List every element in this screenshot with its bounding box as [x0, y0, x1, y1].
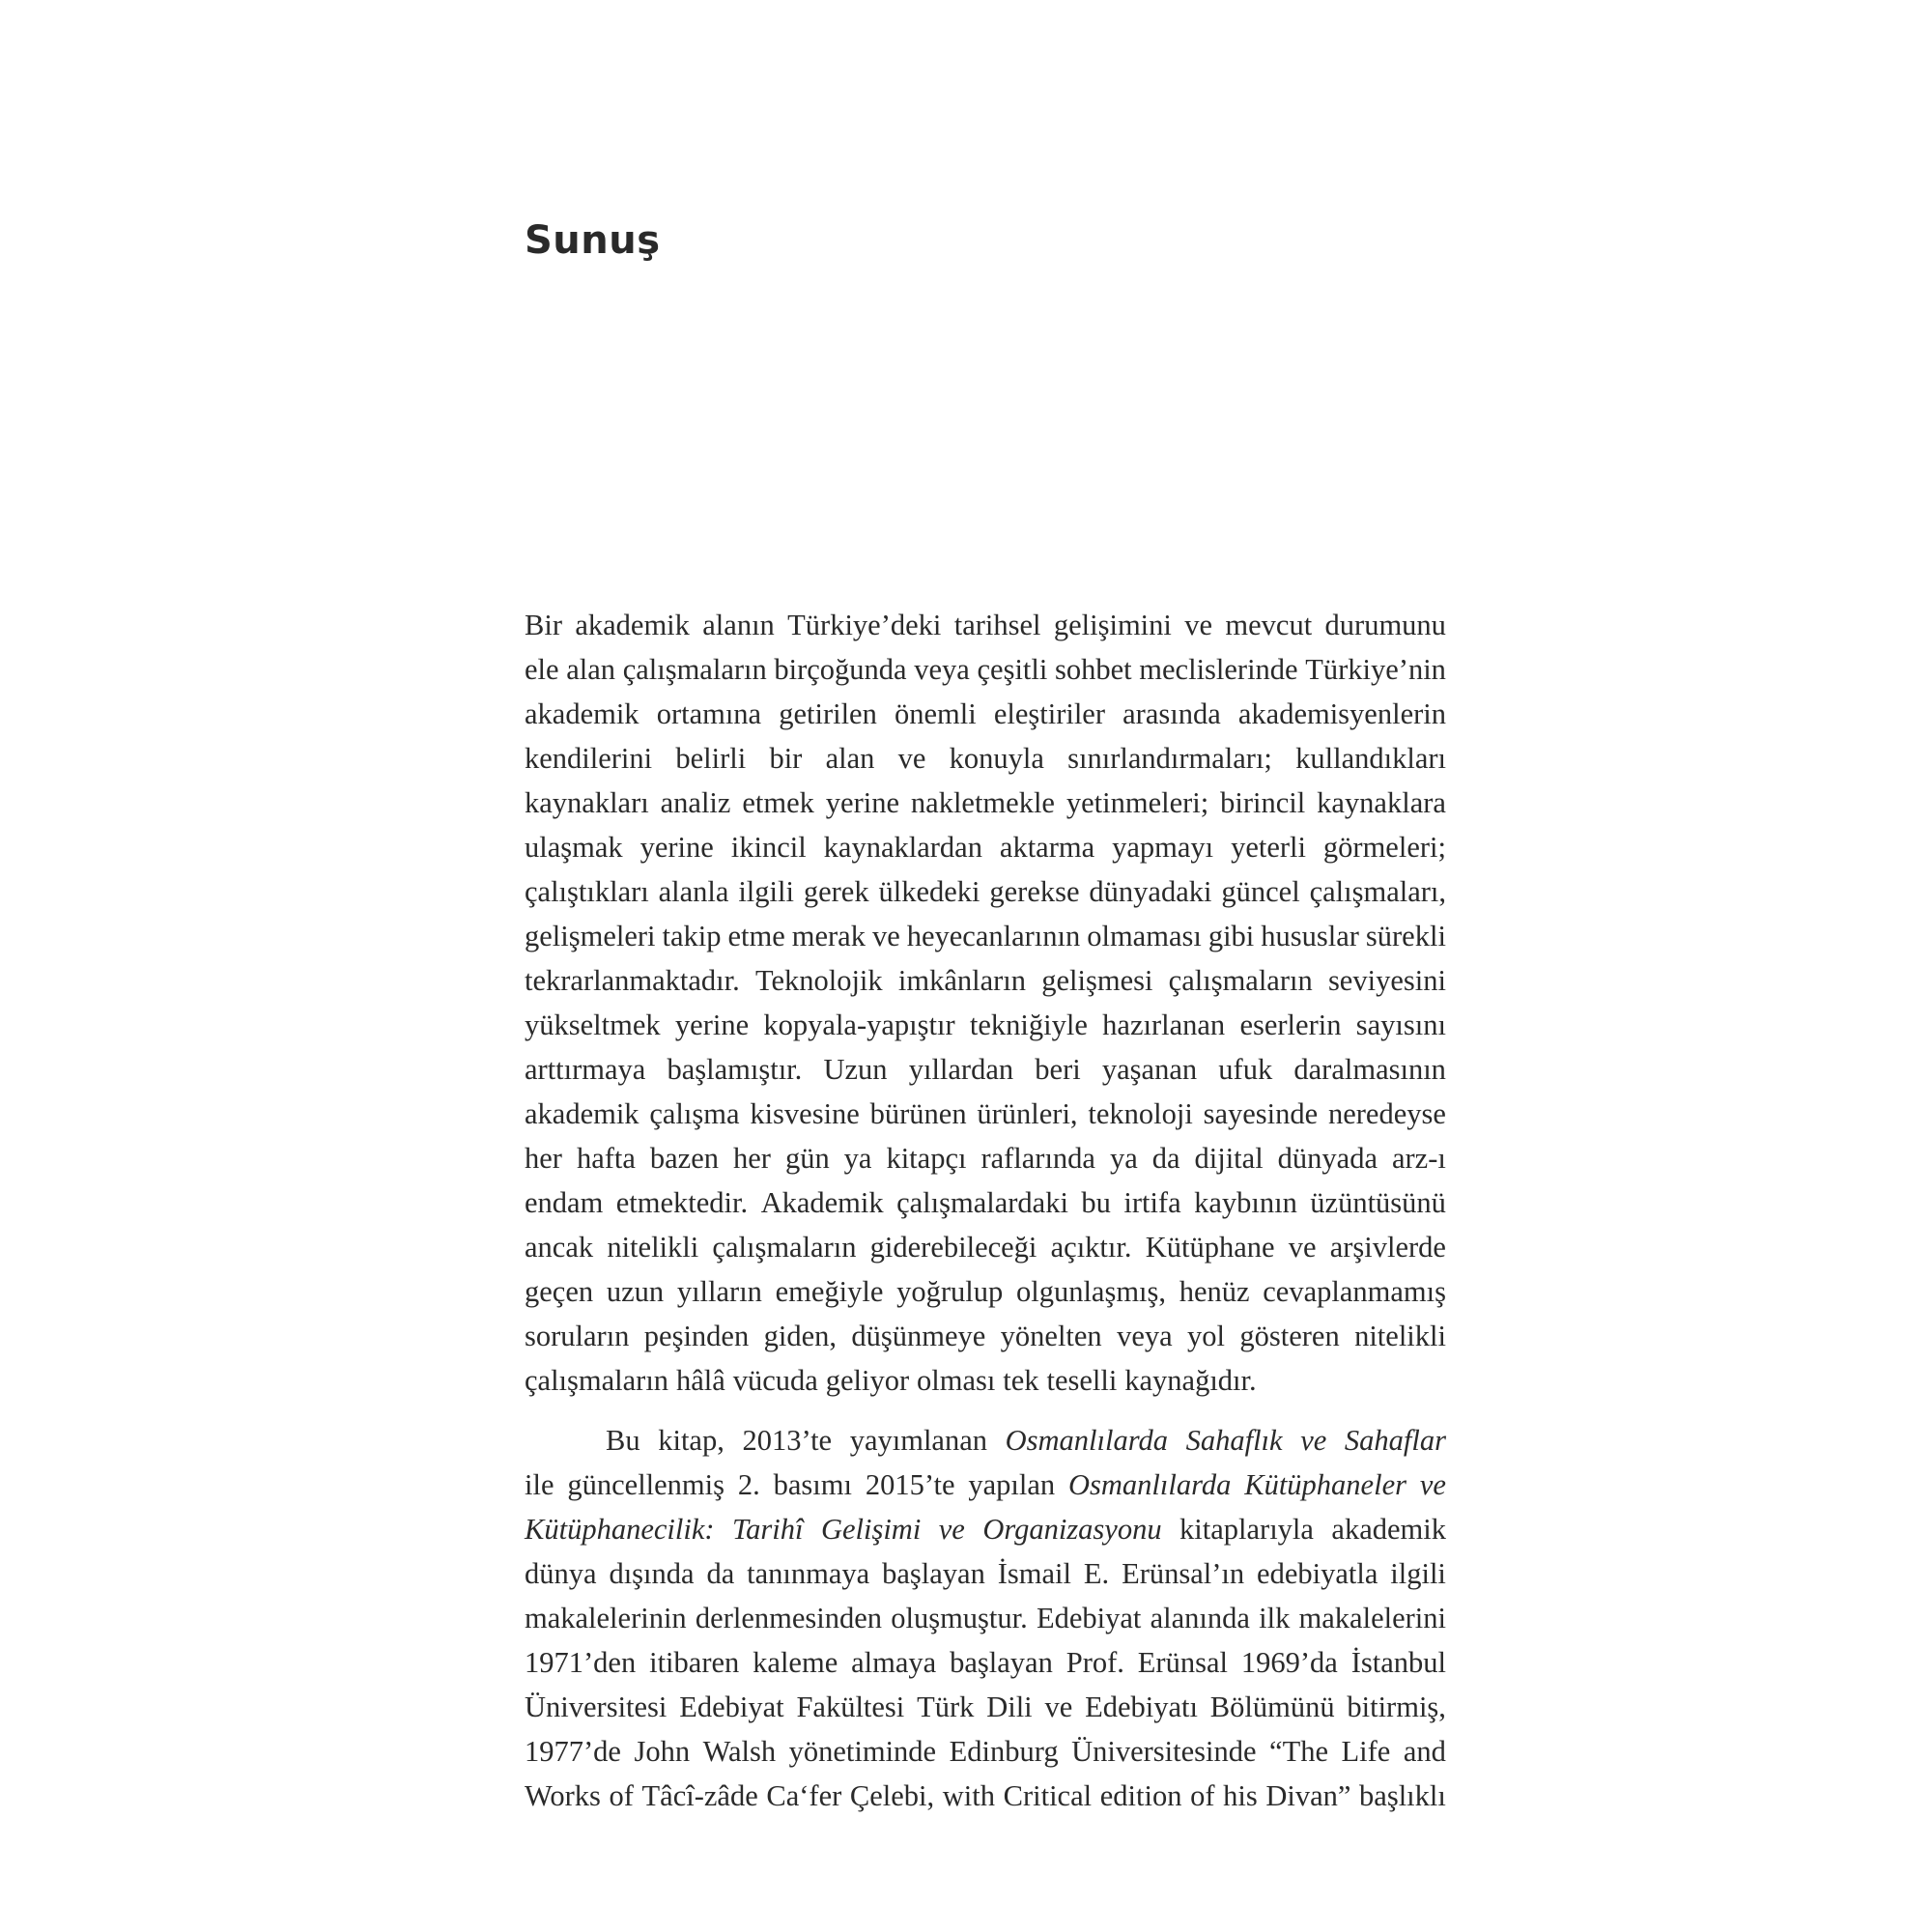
- word: irtifa: [1123, 1186, 1181, 1219]
- word: Uzun: [823, 1053, 888, 1086]
- paragraph: [525, 1418, 1446, 1818]
- word: edition: [1099, 1779, 1182, 1812]
- word: yeterli: [1231, 831, 1306, 864]
- word: her: [525, 1142, 562, 1175]
- word: tek: [1003, 1364, 1039, 1397]
- paragraph-gap: [525, 1403, 1446, 1418]
- text-line: [525, 958, 1446, 1003]
- word: Kütüphane: [1145, 1231, 1275, 1264]
- word: Türkiye’nin: [1305, 653, 1446, 686]
- word: kisvesine: [750, 1097, 860, 1130]
- word: ilgili: [738, 875, 794, 908]
- word: İstanbul: [1350, 1646, 1446, 1679]
- text-line: [525, 736, 1446, 781]
- word: sürekli: [1365, 920, 1446, 952]
- word: merak: [791, 920, 866, 952]
- text-line: [525, 1180, 1446, 1225]
- word: hafta: [576, 1142, 636, 1175]
- word: gün: [784, 1142, 830, 1175]
- word: etmek: [742, 786, 814, 819]
- word: olgunlaşmış,: [1015, 1275, 1167, 1308]
- word: Edebiyat: [1036, 1602, 1142, 1634]
- word: Çelebi,: [849, 1779, 935, 1812]
- word: 1971’den: [525, 1646, 637, 1679]
- word: akademisyenlerin: [1237, 697, 1446, 730]
- word: açıktır.: [1050, 1231, 1132, 1264]
- word: kaynaklardan: [823, 831, 982, 864]
- word: nitelikli: [607, 1231, 699, 1264]
- word: eserlerin: [1239, 1009, 1342, 1041]
- text-line: [525, 869, 1446, 914]
- word: eleştiriler: [993, 697, 1105, 730]
- word: alan: [566, 653, 616, 686]
- word: endam: [525, 1186, 604, 1219]
- word: sohbet: [1055, 653, 1132, 686]
- word: Prof.: [1065, 1646, 1124, 1679]
- word: düşünmeye: [851, 1320, 986, 1352]
- word: beri: [1035, 1053, 1081, 1086]
- word: Türk: [917, 1690, 975, 1723]
- word: yapmayı: [1112, 831, 1214, 864]
- word: ele: [525, 653, 559, 686]
- word: henüz: [1179, 1275, 1250, 1308]
- word: Edebiyatı: [1085, 1690, 1198, 1723]
- word: soruların: [525, 1320, 630, 1352]
- word: olmaması: [1087, 920, 1202, 952]
- word: gerek: [803, 875, 869, 908]
- word: hâlâ: [675, 1364, 725, 1397]
- word: güncellenmiş: [567, 1468, 725, 1501]
- word: ortamına: [656, 697, 762, 730]
- text-line: [525, 781, 1446, 825]
- word: mevcut: [1225, 609, 1313, 641]
- word: yönetiminde: [788, 1735, 937, 1768]
- word: da: [1151, 1142, 1180, 1175]
- word: akademik: [1331, 1513, 1446, 1546]
- word: ülkedeki: [878, 875, 980, 908]
- word: yerine: [639, 831, 714, 864]
- word: alan: [825, 742, 875, 775]
- word: 2.: [737, 1468, 760, 1501]
- word: dışında: [609, 1557, 695, 1590]
- word: veya: [1117, 1320, 1173, 1352]
- word: arasında: [1122, 697, 1221, 730]
- word: Üniversitesi: [525, 1690, 668, 1723]
- text-line: [525, 1225, 1446, 1269]
- word: dünya: [525, 1557, 597, 1590]
- word: 2013’te: [742, 1424, 833, 1457]
- word: daralmasının: [1293, 1053, 1446, 1086]
- word: ya: [843, 1142, 872, 1175]
- word: kaybının: [1194, 1186, 1297, 1219]
- word: Bu: [606, 1424, 640, 1457]
- word: getirilen: [779, 697, 877, 730]
- word: ve: [871, 920, 900, 952]
- word: tekniğiyle: [969, 1009, 1088, 1041]
- word: hususlar: [1261, 920, 1359, 952]
- word: Walsh: [702, 1735, 777, 1768]
- word: sınırlandırmaları;: [1067, 742, 1272, 775]
- text-line: [525, 1640, 1446, 1685]
- word: da: [706, 1557, 735, 1590]
- word: her: [733, 1142, 771, 1175]
- word: emeğiyle: [775, 1275, 884, 1308]
- word: yayımlanan: [849, 1424, 988, 1457]
- text-line: [525, 1047, 1446, 1092]
- word: gibi: [1208, 920, 1255, 952]
- word: makalelerinin: [525, 1602, 687, 1634]
- word: çalışmaları,: [1309, 875, 1446, 908]
- word: geliyor: [825, 1364, 910, 1397]
- word: Tâcî-zâde: [641, 1779, 758, 1812]
- word: giderebileceği: [869, 1231, 1037, 1264]
- word: olması: [917, 1364, 996, 1397]
- word: ve: [1288, 1231, 1317, 1264]
- text-line: [525, 1136, 1446, 1180]
- text-line: [525, 1092, 1446, 1136]
- word: yetinmeleri;: [1065, 786, 1209, 819]
- word: geçen: [525, 1275, 594, 1308]
- word: bu: [1081, 1186, 1111, 1219]
- word: “The: [1269, 1735, 1329, 1768]
- word: arttırmaya: [525, 1053, 646, 1086]
- word: kitaplarıyla: [1179, 1513, 1314, 1546]
- chapter-heading: Sunuş: [525, 218, 661, 263]
- word: Dili: [986, 1690, 1033, 1723]
- word: çalışmaların: [525, 1364, 669, 1397]
- word: yönelten: [1000, 1320, 1102, 1352]
- word: çalışma: [649, 1097, 740, 1130]
- word: gelişmesi: [1041, 964, 1153, 997]
- word: giden,: [763, 1320, 837, 1352]
- word: Osmanlılarda: [1005, 1424, 1168, 1457]
- word: yerine: [825, 786, 899, 819]
- word: kullandıkları: [1295, 742, 1446, 775]
- word: 2015’te: [865, 1468, 955, 1501]
- word: Kütüphanecilik:: [525, 1513, 715, 1546]
- text-line: [525, 1774, 1446, 1818]
- word: uzun: [606, 1275, 665, 1308]
- word: Tarihî: [731, 1513, 804, 1546]
- word: durumunu: [1324, 609, 1446, 641]
- word: çalıştıkları: [525, 875, 649, 908]
- word: güncel: [1221, 875, 1300, 908]
- word: kaynakları: [525, 786, 649, 819]
- word: bir: [769, 742, 803, 775]
- word: basımı: [773, 1468, 852, 1501]
- word: konuyla: [949, 742, 1044, 775]
- word: tanınmaya: [747, 1557, 870, 1590]
- word: of: [1190, 1779, 1215, 1812]
- word: kendilerini: [525, 742, 653, 775]
- text-line: [525, 1685, 1446, 1729]
- word: başlayan: [882, 1557, 985, 1590]
- word: alanında: [1150, 1602, 1250, 1634]
- word: 1977’de: [525, 1735, 621, 1768]
- word: Osmanlılarda: [1068, 1468, 1232, 1501]
- word: kaleme: [753, 1646, 838, 1679]
- word: birincil: [1220, 786, 1306, 819]
- word: arşivlerde: [1329, 1231, 1446, 1264]
- word: imkânların: [897, 964, 1027, 997]
- word: 1969’da: [1240, 1646, 1338, 1679]
- word: başlamıştır.: [667, 1053, 803, 1086]
- word: Sahaflar: [1344, 1424, 1446, 1457]
- word: çalışmalardaki: [896, 1186, 1068, 1219]
- word: nitelikli: [1354, 1320, 1446, 1352]
- word: Üniversitesinde: [1071, 1735, 1257, 1768]
- word: yapılan: [968, 1468, 1056, 1501]
- paragraph: [525, 603, 1446, 1403]
- word: ilgili: [1390, 1557, 1446, 1590]
- word: of: [609, 1779, 634, 1812]
- text-line: [525, 692, 1446, 736]
- word: Teknolojik: [754, 964, 883, 997]
- word: dijital: [1194, 1142, 1264, 1175]
- word: makalelerini: [1298, 1602, 1446, 1634]
- word: dünyada: [1277, 1142, 1378, 1175]
- word: bazen: [649, 1142, 720, 1175]
- word: Organizasyonu: [982, 1513, 1162, 1546]
- word: yerine: [674, 1009, 750, 1041]
- text-line: [525, 1507, 1446, 1551]
- word: çalışmaların: [712, 1231, 857, 1264]
- text-line: [525, 1418, 1446, 1463]
- word: John: [634, 1735, 691, 1768]
- word: çeşitli: [977, 653, 1048, 686]
- word: bitirmiş,: [1347, 1690, 1446, 1723]
- word: ve: [1300, 1424, 1327, 1457]
- word: akademik: [525, 697, 639, 730]
- word: itibaren: [649, 1646, 740, 1679]
- word: Akademik: [760, 1186, 884, 1219]
- word: yol: [1187, 1320, 1225, 1352]
- word: peşinden: [643, 1320, 750, 1352]
- word: gelişimini: [1053, 609, 1172, 641]
- word: with: [942, 1779, 995, 1812]
- word: ile: [525, 1468, 554, 1501]
- word: ve: [1184, 609, 1213, 641]
- text-line: [525, 1003, 1446, 1047]
- word: and: [1403, 1735, 1446, 1768]
- word: teknoloji: [1088, 1097, 1193, 1130]
- word: oluşmuştur.: [891, 1602, 1028, 1634]
- word: etmektedir.: [615, 1186, 749, 1219]
- word: Edebiyat: [679, 1690, 784, 1723]
- word: birçoğunda: [774, 653, 907, 686]
- word: alanla: [658, 875, 729, 908]
- word: yoğrulup: [896, 1275, 1004, 1308]
- word: takip: [662, 920, 722, 952]
- word: Bölümünü: [1209, 1690, 1335, 1723]
- word: başlayan: [950, 1646, 1053, 1679]
- word: edebiyatla: [1257, 1557, 1378, 1590]
- word: üzüntüsünü: [1310, 1186, 1446, 1219]
- text-line: [525, 1551, 1446, 1596]
- word: vücuda: [732, 1364, 818, 1397]
- body-text: [525, 603, 1446, 1818]
- word: ve: [1419, 1468, 1446, 1501]
- word: akademik: [525, 1097, 639, 1130]
- text-line: [525, 1463, 1446, 1507]
- word: veya: [914, 653, 970, 686]
- word: akademik: [575, 609, 690, 641]
- word: yıllardan: [908, 1053, 1014, 1086]
- word: İsmail: [997, 1557, 1071, 1590]
- word: ya: [1109, 1142, 1138, 1175]
- word: Erünsal’ın: [1122, 1557, 1245, 1590]
- word: gerekse: [989, 875, 1080, 908]
- word: kaynaklara: [1317, 786, 1446, 819]
- word: hazırlanan: [1102, 1009, 1226, 1041]
- word: Life: [1341, 1735, 1391, 1768]
- word: gösteren: [1239, 1320, 1340, 1352]
- word: Gelişimi: [820, 1513, 922, 1546]
- text-line: [525, 1358, 1446, 1403]
- word: ufuk: [1218, 1053, 1273, 1086]
- word: Edinburg: [949, 1735, 1059, 1768]
- word: kitap,: [658, 1424, 724, 1457]
- text-line: [525, 1596, 1446, 1640]
- word: görmeleri;: [1322, 831, 1446, 864]
- word: belirli: [675, 742, 747, 775]
- word: seviyesini: [1327, 964, 1446, 997]
- text-line: [525, 1314, 1446, 1358]
- text-line: [525, 914, 1446, 958]
- word: almaya: [851, 1646, 937, 1679]
- word: ürünleri,: [977, 1097, 1078, 1130]
- word: meclislerinde: [1139, 653, 1298, 686]
- word: ve: [938, 1513, 965, 1546]
- word: analiz: [660, 786, 731, 819]
- word: sayesinde: [1203, 1097, 1319, 1130]
- word: ulaşmak: [525, 831, 623, 864]
- word: nakletmekle: [910, 786, 1055, 819]
- word: his: [1223, 1779, 1258, 1812]
- word: alanın: [702, 609, 775, 641]
- word: Türkiye’deki: [787, 609, 942, 641]
- word: Divan”: [1265, 1779, 1351, 1812]
- word: Kütüphaneler: [1244, 1468, 1406, 1501]
- word: gelişmeleri: [525, 920, 656, 952]
- word: raflarında: [980, 1142, 1095, 1175]
- word: Erünsal: [1137, 1646, 1228, 1679]
- word: tekrarlanmaktadır.: [525, 964, 740, 997]
- word: neredeyse: [1327, 1097, 1446, 1130]
- word: Ca‘fer: [766, 1779, 842, 1812]
- word: derlenmesinden: [695, 1602, 883, 1634]
- text-line: [525, 1269, 1446, 1314]
- word: yaşanan: [1101, 1053, 1198, 1086]
- word: etme: [727, 920, 785, 952]
- word: teselli: [1046, 1364, 1118, 1397]
- word: cevaplanmamış: [1263, 1275, 1446, 1308]
- word: E.: [1083, 1557, 1110, 1590]
- word: Fakültesi: [796, 1690, 905, 1723]
- word: çalışmaların: [1168, 964, 1313, 997]
- word: ve: [1044, 1690, 1073, 1723]
- word: önemli: [894, 697, 977, 730]
- word: kaynağıdır.: [1124, 1364, 1257, 1397]
- word: başlıklı: [1359, 1779, 1446, 1812]
- word: tarihsel: [953, 609, 1041, 641]
- word: sayısını: [1355, 1009, 1446, 1041]
- word: Sahaflık: [1185, 1424, 1283, 1457]
- word: aktarma: [999, 831, 1095, 864]
- word: Critical: [1003, 1779, 1093, 1812]
- word: kitapçı: [886, 1142, 967, 1175]
- word: kopyala-yapıştır: [763, 1009, 955, 1041]
- word: ancak: [525, 1231, 594, 1264]
- word: arz-ı: [1391, 1142, 1446, 1175]
- word: Works: [525, 1779, 601, 1812]
- text-line: [525, 1729, 1446, 1774]
- word: yılların: [676, 1275, 762, 1308]
- word: heyecanlarının: [906, 920, 1081, 952]
- word: yükseltmek: [525, 1009, 661, 1041]
- word: çalışmaların: [622, 653, 767, 686]
- word: dünyadaki: [1089, 875, 1212, 908]
- word: bürünen: [869, 1097, 967, 1130]
- word: ikincil: [730, 831, 807, 864]
- text-line: [525, 603, 1446, 647]
- text-line: [525, 825, 1446, 869]
- word: ve: [897, 742, 926, 775]
- text-line: [525, 647, 1446, 692]
- word: Bir: [525, 609, 562, 641]
- word: ilk: [1259, 1602, 1291, 1634]
